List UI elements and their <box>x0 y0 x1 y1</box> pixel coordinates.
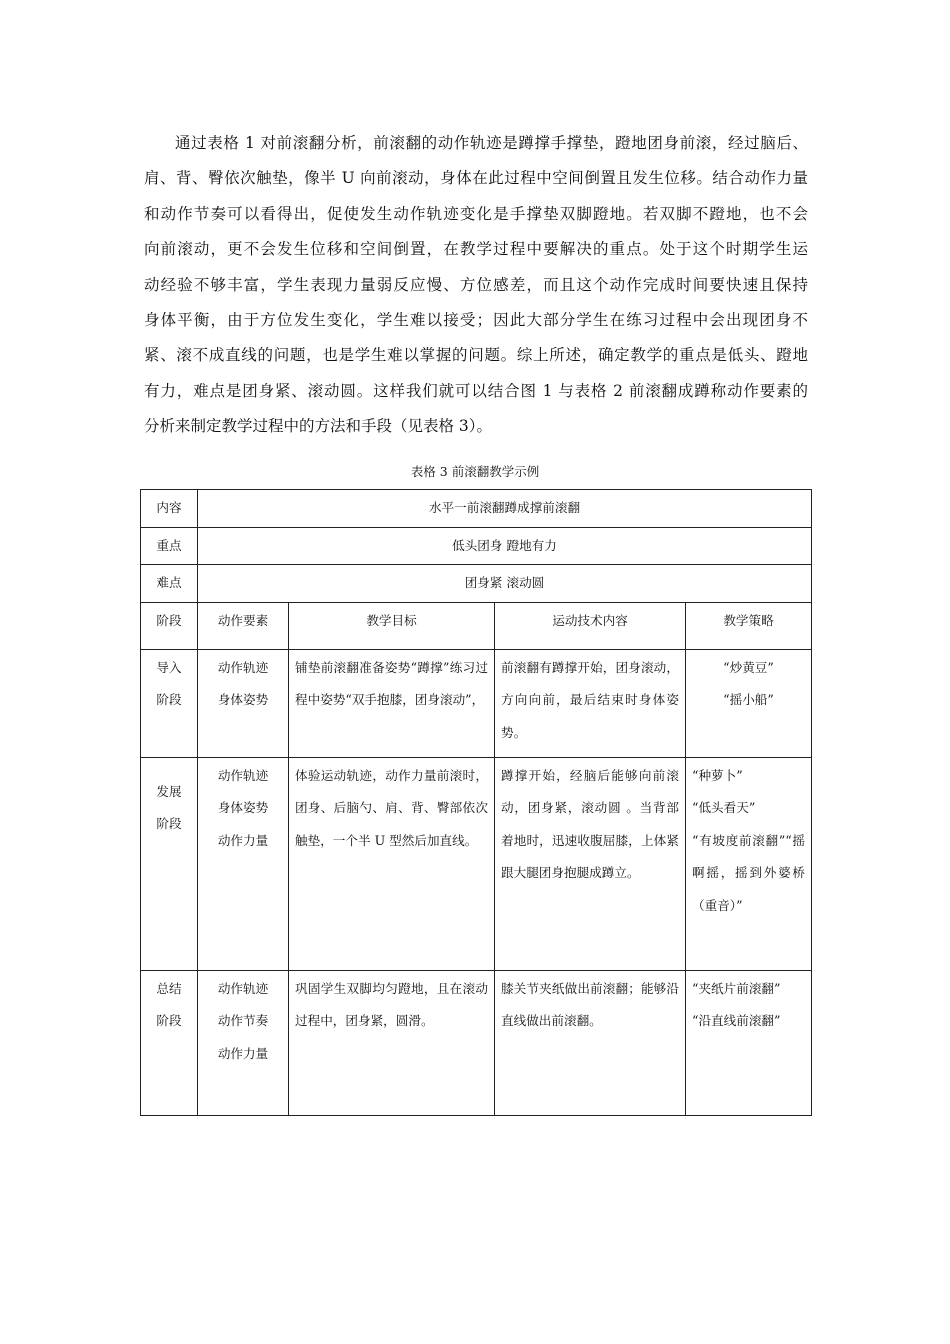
paragraph-line: 身体平衡，由于方位发生变化，学生难以接受；因此大部分学生在练习过程中会出现团身不 <box>144 311 808 330</box>
table-row <box>141 490 812 528</box>
strategy-text: “炒黄豆” <box>723 659 774 675</box>
header-strategy: 教学策略 <box>686 602 812 649</box>
paragraph-line: 分析来制定教学过程中的方法和手段（见表格 3）。 <box>144 417 493 436</box>
stage-text: 总结 <box>156 980 182 996</box>
difficulty-label: 难点 <box>141 565 198 603</box>
key-label: 重点 <box>141 527 198 565</box>
strategy-cell <box>686 649 812 757</box>
header-goal: 教学目标 <box>289 602 495 649</box>
tech-cell: 膝关节夹纸做出前滚翻；能够沿直线做出前滚翻。 <box>495 970 686 1115</box>
paragraph-line: 向前滚动，更不会发生位移和空间倒置，在教学过程中要解决的重点。处于这个时期学生运 <box>144 240 808 259</box>
strategy-text: “有坡度前滚翻”“摇啊摇，摇到外婆桥（重音）” <box>692 832 805 913</box>
stage-cell <box>141 757 198 970</box>
difficulty-value: 团身紧 滚动圆 <box>198 565 812 603</box>
stage-cell <box>141 649 198 757</box>
paragraph-line: 肩、背、臀依次触垫，像半 U 向前滚动，身体在此过程中空间倒置且发生位移。结合动作力量 <box>144 169 808 188</box>
element-text: 动作轨迹 <box>217 659 269 675</box>
strategy-cell <box>686 757 812 970</box>
header-elements: 动作要素 <box>198 602 289 649</box>
element-text: 动作轨迹 <box>217 980 269 996</box>
element-text: 动作节奏 <box>217 1013 269 1028</box>
strategy-text: “种萝卜” <box>692 767 743 783</box>
table-caption: 表格 3 前滚翻教学示例 <box>410 464 540 479</box>
element-text: 动作力量 <box>217 832 269 848</box>
stage-text: 导入 <box>156 659 182 675</box>
stage-text: 阶段 <box>156 1013 182 1028</box>
element-text: 动作力量 <box>217 1045 269 1061</box>
table-row <box>141 527 812 565</box>
stage-text: 发展 <box>156 783 182 799</box>
element-text: 身体姿势 <box>217 800 269 815</box>
strategy-text: “摇小船” <box>723 692 774 707</box>
stage-cell <box>141 970 198 1115</box>
strategy-text: “夹纸片前滚翻” <box>692 980 781 996</box>
content-value: 水平一前滚翻蹲成撑前滚翻 <box>198 490 812 528</box>
paragraph-line: 和动作节奏可以看得出，促使发生动作轨迹变化是手撑垫双脚蹬地。若双脚不蹬地，也不会 <box>144 204 808 223</box>
elements-cell <box>198 970 289 1115</box>
tech-cell: 蹲撑开始，经脑后能够向前滚动，团身紧，滚动圆 。当背部着地时，迅速收腹屈膝，上体紧跟大腿团身抱腿成蹲立。 <box>495 757 686 970</box>
elements-cell <box>198 757 289 970</box>
goal-cell: 铺垫前滚翻准备姿势“蹲撑”练习过程中姿势“双手抱膝，团身滚动”， <box>289 649 495 757</box>
paragraph-line: 有力，难点是团身紧、滚动圆。这样我们就可以结合图 1 与表格 2 前滚翻成蹲称动作要素的 <box>144 381 808 400</box>
strategy-cell <box>686 970 812 1115</box>
stage-text: 阶段 <box>156 692 182 707</box>
table-row <box>141 649 812 757</box>
element-text: 动作轨迹 <box>217 767 269 783</box>
goal-cell: 巩固学生双脚均匀蹬地，且在滚动过程中，团身紧，圆滑。 <box>289 970 495 1115</box>
table-row <box>141 565 812 603</box>
goal-cell: 体验运动轨迹，动作力量前滚时，团身、后脑勺、肩、背、臀部依次触垫，一个半 U 型然后加直线。 <box>289 757 495 970</box>
table-header-row <box>141 602 812 649</box>
paragraph-line: 动经验不够丰富，学生表现力量弱反应慢、方位感差，而且这个动作完成时间要快速且保持 <box>144 275 808 294</box>
key-value: 低头团身 蹬地有力 <box>198 527 812 565</box>
table-row <box>141 757 812 970</box>
body-paragraph <box>144 126 808 445</box>
header-stage: 阶段 <box>141 602 198 649</box>
paragraph-line: 通过表格 1 对前滚翻分析，前滚翻的动作轨迹是蹲撑手撑垫，蹬地团身前滚，经过脑后、 <box>175 134 808 152</box>
content-label: 内容 <box>141 490 198 528</box>
tech-cell: 前滚翻有蹲撑开始，团身滚动，方向向前，最后结束时身体姿势。 <box>495 649 686 757</box>
element-text: 身体姿势 <box>217 692 269 707</box>
teaching-table <box>140 489 812 1116</box>
table-row <box>141 970 812 1115</box>
strategy-text: “沿直线前滚翻” <box>692 1013 781 1028</box>
paragraph-line: 紧、滚不成直线的问题，也是学生难以掌握的问题。综上所述，确定教学的重点是低头、蹬地 <box>144 346 808 365</box>
header-tech: 运动技术内容 <box>495 602 686 649</box>
stage-text: 阶段 <box>156 816 182 831</box>
elements-cell <box>198 649 289 757</box>
strategy-text: “低头看天” <box>692 800 756 815</box>
